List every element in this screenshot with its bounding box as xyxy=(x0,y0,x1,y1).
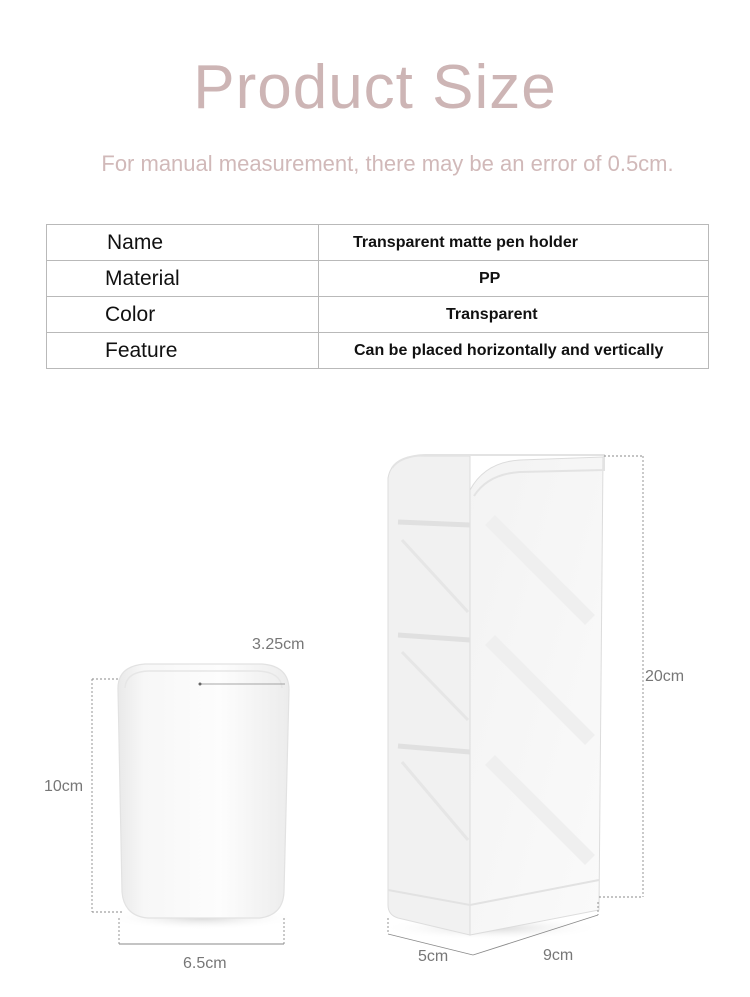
pen-cup xyxy=(107,664,297,930)
cup-width-label: 6.5cm xyxy=(183,955,227,972)
spec-value-material: PP xyxy=(319,261,709,297)
spec-value-color: Transparent xyxy=(319,297,709,333)
holder-height-label: 20cm xyxy=(645,668,685,685)
spec-label-name: Name xyxy=(47,225,319,261)
spec-value-feature: Can be placed horizontally and vertically xyxy=(319,333,709,369)
cup-diameter-label: 3.25cm xyxy=(252,636,305,653)
holder-depth-label: 5cm xyxy=(418,948,449,965)
cup-height-label: 10cm xyxy=(44,778,84,795)
holder-width-label: 9cm xyxy=(543,947,574,964)
spec-label-feature: Feature xyxy=(47,333,319,369)
page-title: Product Size xyxy=(193,53,557,122)
desk-organizer xyxy=(382,455,604,940)
measurement-note: For manual measurement, there may be an error of 0.5cm. xyxy=(101,151,674,176)
spec-value-name: Transparent matte pen holder xyxy=(319,225,709,261)
spec-label-material: Material xyxy=(47,261,319,297)
spec-label-color: Color xyxy=(47,297,319,333)
cup-center-dot xyxy=(199,683,202,686)
